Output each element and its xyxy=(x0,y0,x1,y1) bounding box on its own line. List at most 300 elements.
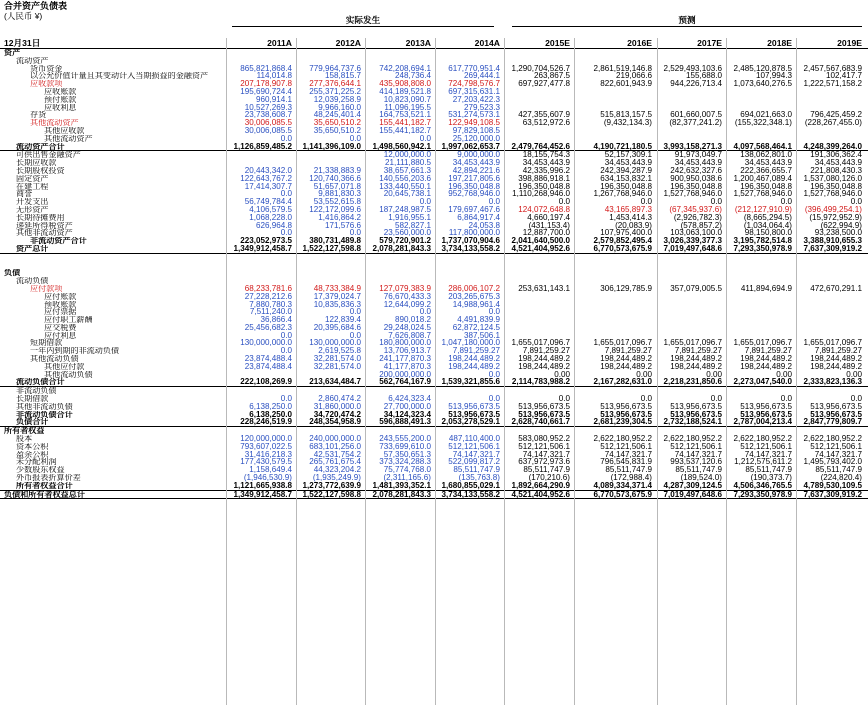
cell-value: 3,734,133,558.2 xyxy=(441,489,500,499)
cell-value: 7,637,309,919.2 xyxy=(803,489,862,499)
row-label: 负债合计 xyxy=(16,418,49,427)
table-row xyxy=(0,435,868,443)
cell-value: 3,026,339,377.3 xyxy=(663,236,722,246)
cell-value: 9,881,830.3 xyxy=(318,189,361,199)
cell-value: 796,425,459.2 xyxy=(810,110,862,120)
cell-value: 198,244,489.2 xyxy=(810,354,862,364)
cell-value: 0.0 xyxy=(558,197,570,207)
cell-value: (20,083.9) xyxy=(615,220,652,230)
row-label: 应付职工薪酬 xyxy=(44,316,93,325)
cell-value: 277,376,644.1 xyxy=(309,79,361,89)
cell-value: (1,034,064.4) xyxy=(743,220,792,230)
row-label: 应收账款 xyxy=(44,87,77,96)
cell-value: 427,355,607.9 xyxy=(518,110,570,120)
cell-value: 0.00 xyxy=(636,369,652,379)
cell-value: (155,322,348.1) xyxy=(734,118,792,128)
cell-value: 20,645,738.1 xyxy=(383,189,431,199)
cell-value: (9,432,134.3) xyxy=(603,118,652,128)
cell-value: 513,956,673.5 xyxy=(448,401,500,411)
cell-value: 306,129,785.9 xyxy=(600,283,652,293)
row-label: 负债和所有者权益总计 xyxy=(4,490,85,499)
row-label: 预收账款 xyxy=(44,300,77,309)
cell-value: 34,453,443.9 xyxy=(744,158,792,168)
cell-value: 12,039,258.9 xyxy=(313,94,361,104)
cell-value: 222,366,655.7 xyxy=(740,165,792,175)
cell-value: 34,453,443.9 xyxy=(674,158,722,168)
year-header: 2019E xyxy=(837,38,862,48)
cell-value: 0.0 xyxy=(850,197,862,207)
column-divider xyxy=(296,38,297,705)
cell-value: 1,349,912,458.7 xyxy=(233,489,292,499)
cell-value: 23,874,488.4 xyxy=(244,361,292,371)
cell-value: 23,738,608.7 xyxy=(244,110,292,120)
row-label: 所有者权益 xyxy=(4,427,45,436)
cell-value: 171,576.6 xyxy=(324,220,361,230)
row-label: 在建工程 xyxy=(16,182,49,191)
cell-value: 7,637,309,919.2 xyxy=(803,243,862,253)
cell-value: 0.0 xyxy=(280,346,292,356)
row-label: 其他流动负债 xyxy=(44,370,93,379)
cell-value: 0.00 xyxy=(706,369,722,379)
cell-value: 1,539,321,855.6 xyxy=(441,377,500,387)
cell-value: 243,555,200.0 xyxy=(379,434,431,444)
cell-value: 0.0 xyxy=(780,394,792,404)
cell-value: 34,453,443.9 xyxy=(522,158,570,168)
cell-value: 2,078,281,843.3 xyxy=(372,243,431,253)
table-row xyxy=(0,206,868,214)
cell-value: 12,644,099.2 xyxy=(383,299,431,309)
row-label: 一年内到期的非流动负债 xyxy=(30,347,120,356)
cell-value: 0.0 xyxy=(280,189,292,199)
cell-value: 0.0 xyxy=(558,394,570,404)
cell-value: 4,521,404,952.6 xyxy=(511,243,570,253)
cell-value: 2,218,231,850.6 xyxy=(663,377,722,387)
cell-value: 1,655,017,096.7 xyxy=(803,338,862,348)
cell-value: 222,108,269.9 xyxy=(240,377,292,387)
cell-value: 187,248,987.5 xyxy=(379,204,431,214)
cell-value: 0.00 xyxy=(846,369,862,379)
cell-value: 48,245,401.4 xyxy=(313,110,361,120)
cell-value: 779,964,737.6 xyxy=(309,63,361,73)
cell-value: 7,019,497,648.6 xyxy=(663,243,722,253)
cell-value: 380,731,489.8 xyxy=(309,236,361,246)
cell-value: 74,147,321.7 xyxy=(744,449,792,459)
cell-value: 0.0 xyxy=(419,197,431,207)
cell-value: 0.0 xyxy=(488,197,500,207)
cell-value: 512,121,506.1 xyxy=(670,441,722,451)
table-row xyxy=(0,80,868,88)
year-header: 2018E xyxy=(767,38,792,48)
row-label: 流动资产合计 xyxy=(16,142,65,151)
cell-value: 0.00 xyxy=(776,369,792,379)
cell-value: 373,324,288.3 xyxy=(379,457,431,467)
cell-value: 1,498,560,942.1 xyxy=(372,141,431,151)
cell-value: 724,798,576.7 xyxy=(448,79,500,89)
cell-value: 93,238,500.0 xyxy=(814,228,862,238)
cell-value: 74,147,321.7 xyxy=(522,449,570,459)
column-header-row xyxy=(0,38,868,49)
cell-value: 513,956,673.5 xyxy=(670,401,722,411)
group-underline-forecast xyxy=(512,26,862,27)
cell-value: 822,601,943.9 xyxy=(600,79,652,89)
cell-value: 263,867.5 xyxy=(533,71,570,81)
cell-value: 0.0 xyxy=(640,394,652,404)
table-row xyxy=(0,214,868,222)
table-row xyxy=(0,222,868,230)
cell-value: 0.0 xyxy=(280,330,292,340)
cell-value: 7,880,780.3 xyxy=(249,299,292,309)
cell-value: (15,972,952.9) xyxy=(809,212,862,222)
table-row xyxy=(0,127,868,135)
table-row xyxy=(0,491,868,500)
cell-value: 1,349,912,458.7 xyxy=(233,243,292,253)
cell-value: 248,736.4 xyxy=(394,71,431,81)
row-label: 所有者权益合计 xyxy=(16,481,73,490)
cell-value: 733,699,610.0 xyxy=(379,441,431,451)
cell-value: 7,293,350,978.9 xyxy=(733,489,792,499)
table-row xyxy=(0,316,868,324)
cell-value: 387,506.1 xyxy=(463,330,500,340)
cell-value: 4,506,346,765.5 xyxy=(733,480,792,490)
year-header: 2011A xyxy=(267,38,292,48)
cell-value: (67,345,937.6) xyxy=(669,204,722,214)
cell-value: 242,632,327.6 xyxy=(670,165,722,175)
cell-value: 2,579,852,495.4 xyxy=(593,236,652,246)
cell-value: 2,681,239,304.5 xyxy=(593,417,652,427)
cell-value: 286,006,107.2 xyxy=(448,283,500,293)
cell-value: 512,121,506.1 xyxy=(740,441,792,451)
table-row xyxy=(0,245,868,254)
cell-value: 1,068,228.0 xyxy=(249,212,292,222)
row-label: 资产总计 xyxy=(16,244,49,253)
cell-value: 140,556,203.6 xyxy=(379,173,431,183)
cell-value: 195,690,724.4 xyxy=(240,86,292,96)
cell-value: 11,096,195.5 xyxy=(384,102,431,112)
cell-value: 562,764,167.9 xyxy=(379,377,431,387)
table-row xyxy=(0,443,868,451)
cell-value: 0.0 xyxy=(280,228,292,238)
cell-value: 0.0 xyxy=(349,133,361,143)
cell-value: 697,315,631.1 xyxy=(448,86,500,96)
cell-value: 31,416,218.3 xyxy=(244,449,292,459)
row-label: 盈余公积 xyxy=(16,450,49,459)
cell-value: 85,511,747.9 xyxy=(523,465,570,475)
cell-value: 9,966,160.0 xyxy=(318,102,361,112)
cell-value: (170,210.6) xyxy=(528,473,570,483)
cell-value: 10,823,090.7 xyxy=(383,94,431,104)
cell-value: 223,052,973.5 xyxy=(240,236,292,246)
cell-value: 0.0 xyxy=(488,369,500,379)
cell-value: 85,511,747.9 xyxy=(815,465,862,475)
cell-value: 1,527,768,946.0 xyxy=(663,189,722,199)
cell-value: 1,273,772,639.9 xyxy=(302,480,361,490)
table-row xyxy=(0,339,868,347)
cell-value: 0.0 xyxy=(349,228,361,238)
row-label: 长期应收款 xyxy=(16,159,57,168)
table-row xyxy=(0,277,868,285)
cell-value: 34,453,443.9 xyxy=(814,158,862,168)
cell-value: 6,864,917.4 xyxy=(457,212,500,222)
cell-value: 29,248,024.5 xyxy=(383,322,431,332)
cell-value: 191,306,362.4 xyxy=(810,150,862,160)
cell-value: 98,150,800.0 xyxy=(744,228,792,238)
cell-value: 44,323,204.2 xyxy=(313,465,361,475)
cell-value: (1,935,249.9) xyxy=(312,473,361,483)
cell-value: 1,141,396,109.0 xyxy=(302,141,361,151)
cell-value: 1,222,571,158.2 xyxy=(803,79,862,89)
cell-value: 2,847,779,809.7 xyxy=(803,417,862,427)
cell-value: 43,165,897.3 xyxy=(604,204,652,214)
cell-value: 20,395,684.6 xyxy=(313,322,361,332)
cell-value: 512,121,506.1 xyxy=(518,441,570,451)
row-label: 预付账款 xyxy=(44,95,77,104)
cell-value: 17,414,307.7 xyxy=(244,181,292,191)
cell-value: 130,000,000.0 xyxy=(240,338,292,348)
cell-value: (396,499,254.1) xyxy=(804,204,862,214)
table-row xyxy=(0,301,868,309)
cell-value: (8,665,294.5) xyxy=(743,212,792,222)
row-label: 流动资产 xyxy=(16,56,49,65)
cell-value: 155,688.0 xyxy=(685,71,722,81)
cell-value: 6,424,323.4 xyxy=(388,394,431,404)
year-header: 2013A xyxy=(405,38,431,48)
cell-value: 513,956,673.5 xyxy=(518,409,570,419)
cell-value: 196,350,048.8 xyxy=(448,181,500,191)
table-row xyxy=(0,418,868,427)
table-row xyxy=(0,308,868,316)
cell-value: 7,511,240.0 xyxy=(249,307,292,317)
cell-value: 513,956,673.5 xyxy=(600,401,652,411)
cell-value: 18,155,754.3 xyxy=(522,150,570,160)
cell-value: 6,770,573,675.9 xyxy=(593,243,652,253)
cell-value: 513,956,673.5 xyxy=(740,409,792,419)
cell-value: 103,063,100.0 xyxy=(670,228,722,238)
cell-value: 0.0 xyxy=(488,307,500,317)
cell-value: 76,670,433.3 xyxy=(383,291,431,301)
cell-value: 25,120,000.0 xyxy=(452,133,500,143)
cell-value: 279,523.3 xyxy=(463,102,500,112)
cell-value: 7,626,808.7 xyxy=(388,330,431,340)
table-row xyxy=(0,88,868,96)
cell-value: 2,861,519,146.8 xyxy=(593,63,652,73)
row-label: 应付利息 xyxy=(44,331,77,340)
cell-value: 117,800,000.0 xyxy=(448,228,500,238)
cell-value: 4,097,568,464.1 xyxy=(733,141,792,151)
cell-value: 435,908,808.0 xyxy=(379,79,431,89)
table-row xyxy=(0,458,868,466)
row-label: 资产 xyxy=(4,49,21,57)
cell-value: 583,080,952.2 xyxy=(518,434,570,444)
group-underline-actual xyxy=(232,26,494,27)
cell-value: 411,894,694.9 xyxy=(740,283,792,293)
cell-value: 0.0 xyxy=(780,197,792,207)
group-header-actual: 实际发生 xyxy=(345,15,381,25)
cell-value: 1,655,017,096.7 xyxy=(733,338,792,348)
cell-value: 952,768,946.0 xyxy=(448,189,500,199)
cell-value: 357,079,005.5 xyxy=(670,283,722,293)
row-label: 长期待摊费用 xyxy=(16,213,65,222)
row-label: 股本 xyxy=(16,435,33,444)
cell-value: 2,622,180,952.2 xyxy=(593,434,652,444)
cell-value: 2,479,764,452.6 xyxy=(511,141,570,151)
cell-value: 85,511,747.9 xyxy=(745,465,792,475)
row-label: 应付票据 xyxy=(44,308,77,317)
cell-value: 2,114,783,988.2 xyxy=(511,377,570,387)
column-divider xyxy=(435,38,436,705)
row-label: 应付账款 xyxy=(44,292,77,301)
cell-value: 1,416,864.2 xyxy=(318,212,361,222)
cell-value: 1,527,768,946.0 xyxy=(803,189,862,199)
row-label: 长期股权投资 xyxy=(16,166,65,175)
row-label: 固定资产 xyxy=(16,174,49,183)
row-label: 其他流动负债 xyxy=(30,355,79,364)
cell-value: 107,975,400.0 xyxy=(600,228,652,238)
cell-value: (212,127,910.9) xyxy=(734,204,792,214)
cell-value: 531,274,573.1 xyxy=(448,110,500,120)
row-label: 流动负债 xyxy=(16,277,49,286)
cell-value: (224,820.4) xyxy=(820,473,862,483)
row-label: 非流动资产合计 xyxy=(30,237,87,246)
cell-value: 890,018.2 xyxy=(394,315,431,325)
cell-value: 213,634,484.7 xyxy=(309,377,361,387)
cell-value: 269,444.1 xyxy=(463,71,500,81)
row-label: 开发支出 xyxy=(16,198,49,207)
row-label: 外币报表折算价差 xyxy=(16,474,81,483)
row-label: 可供出售金融资产 xyxy=(16,151,81,160)
cell-value: 796,545,831.9 xyxy=(600,457,652,467)
cell-value: 127,079,383.9 xyxy=(379,283,431,293)
row-label: 存货 xyxy=(30,111,47,120)
table-row xyxy=(0,395,868,403)
cell-value: 2,622,180,952.2 xyxy=(663,434,722,444)
cell-value: 155,441,182.7 xyxy=(379,118,431,128)
cell-value: 1,267,768,946.0 xyxy=(593,189,652,199)
cell-value: 1,892,664,290.9 xyxy=(511,480,570,490)
cell-value: 7,891,259.27 xyxy=(674,346,722,356)
cell-value: 4,106,579.5 xyxy=(249,204,292,214)
cell-value: 197,217,805.6 xyxy=(448,173,500,183)
cell-value: 20,443,342.0 xyxy=(244,165,292,175)
cell-value: 120,740,366.6 xyxy=(309,173,361,183)
cell-value: 6,770,573,675.9 xyxy=(593,489,652,499)
cell-value: 62,872,124.5 xyxy=(452,322,500,332)
cell-value: 51,657,071.8 xyxy=(313,181,361,191)
table-row xyxy=(0,324,868,332)
row-label: 商誉 xyxy=(16,190,33,199)
table-row xyxy=(0,403,868,411)
cell-value: 23,560,000.0 xyxy=(383,228,431,238)
cell-value: 97,829,108.5 xyxy=(452,125,500,135)
row-label: 其他流动资产 xyxy=(30,119,79,128)
cell-value: 34,720,474.2 xyxy=(313,409,361,419)
cell-value: 2,273,047,540.0 xyxy=(733,377,792,387)
cell-value: (189,524.0) xyxy=(680,473,722,483)
column-divider xyxy=(574,38,575,705)
cell-value: 3,993,158,271.3 xyxy=(663,141,722,151)
cell-value: 122,839.4 xyxy=(324,315,361,325)
row-label: 非流动负债合计 xyxy=(16,410,73,419)
cell-value: 0.0 xyxy=(419,133,431,143)
cell-value: 27,203,422.3 xyxy=(452,94,500,104)
cell-value: 52,157,309.1 xyxy=(604,150,652,160)
cell-value: 255,371,225.2 xyxy=(309,86,361,96)
cell-value: 57,350,651.3 xyxy=(383,449,431,459)
cell-value: 2,860,474.2 xyxy=(318,394,361,404)
cell-value: 27,228,212.6 xyxy=(244,291,292,301)
row-label: 无形资产 xyxy=(16,205,49,214)
cell-value: 198,244,489.2 xyxy=(518,354,570,364)
cell-value: 2,041,640,500.0 xyxy=(511,236,570,246)
cell-value: 17,379,024.7 xyxy=(313,291,361,301)
cell-value: (82,377,241.2) xyxy=(669,118,722,128)
column-divider xyxy=(657,38,658,705)
cell-value: 0.0 xyxy=(850,394,862,404)
cell-value: 32,281,574.0 xyxy=(313,354,361,364)
table-row xyxy=(0,293,868,301)
column-divider xyxy=(365,38,366,705)
row-label: 短期借款 xyxy=(30,339,63,348)
cell-value: (578,857.2) xyxy=(680,220,722,230)
cell-value: 228,246,519.9 xyxy=(240,417,292,427)
table-row xyxy=(0,387,868,395)
cell-value: 2,333,823,136.3 xyxy=(803,377,862,387)
cell-value: 198,244,489.2 xyxy=(670,354,722,364)
cell-value: 1,047,180,000.0 xyxy=(441,338,500,348)
column-divider xyxy=(726,38,727,705)
cell-value: 25,456,682.3 xyxy=(244,322,292,332)
cell-value: 4,248,399,264.0 xyxy=(803,141,862,151)
cell-value: 4,190,721,180.5 xyxy=(593,141,652,151)
cell-value: 85,511,747.9 xyxy=(453,465,500,475)
cell-value: 158,815.7 xyxy=(324,71,361,81)
cell-value: 515,813,157.5 xyxy=(600,110,652,120)
cell-value: (1,946,530.9) xyxy=(243,473,292,483)
cell-value: 4,089,334,371.4 xyxy=(593,480,652,490)
cell-value: 198,244,489.2 xyxy=(518,361,570,371)
table-row xyxy=(0,119,868,127)
table-row xyxy=(0,355,868,363)
cell-value: 582,827.1 xyxy=(394,220,431,230)
cell-value: 0.0 xyxy=(349,330,361,340)
cell-value: 1,522,127,598.8 xyxy=(302,243,361,253)
cell-value: 63,512,972.6 xyxy=(522,118,570,128)
cell-value: (2,311,165.6) xyxy=(383,473,431,483)
cell-value: (172,988.4) xyxy=(610,473,652,483)
cell-value: 122,172,099.6 xyxy=(309,204,361,214)
cell-value: 196,350,048.8 xyxy=(600,181,652,191)
cell-value: 513,956,673.5 xyxy=(810,401,862,411)
cell-value: 398,886,918.1 xyxy=(518,173,570,183)
cell-value: 2,053,278,529.1 xyxy=(441,417,500,427)
cell-value: 694,021,663.0 xyxy=(740,110,792,120)
cell-value: 7,891,259.27 xyxy=(604,346,652,356)
cell-value: 3,388,910,655.3 xyxy=(803,236,862,246)
cell-value: 177,430,579.5 xyxy=(240,457,292,467)
cell-value: 12,887,700.0 xyxy=(522,228,570,238)
cell-value: 91,973,049.7 xyxy=(674,150,722,160)
table-row xyxy=(0,96,868,104)
cell-value: 198,244,489.2 xyxy=(448,354,500,364)
cell-value: 3,734,133,558.2 xyxy=(441,243,500,253)
cell-value: 1,655,017,096.7 xyxy=(593,338,652,348)
cell-value: 68,233,781.6 xyxy=(244,283,292,293)
cell-value: 1,121,665,938.8 xyxy=(233,480,292,490)
cell-value: 31,860,000.0 xyxy=(313,401,361,411)
cell-value: 414,189,521.8 xyxy=(379,86,431,96)
cell-value: 114,014.8 xyxy=(256,71,292,81)
table-row xyxy=(0,65,868,73)
cell-value: 1,200,467,089.4 xyxy=(733,173,792,183)
